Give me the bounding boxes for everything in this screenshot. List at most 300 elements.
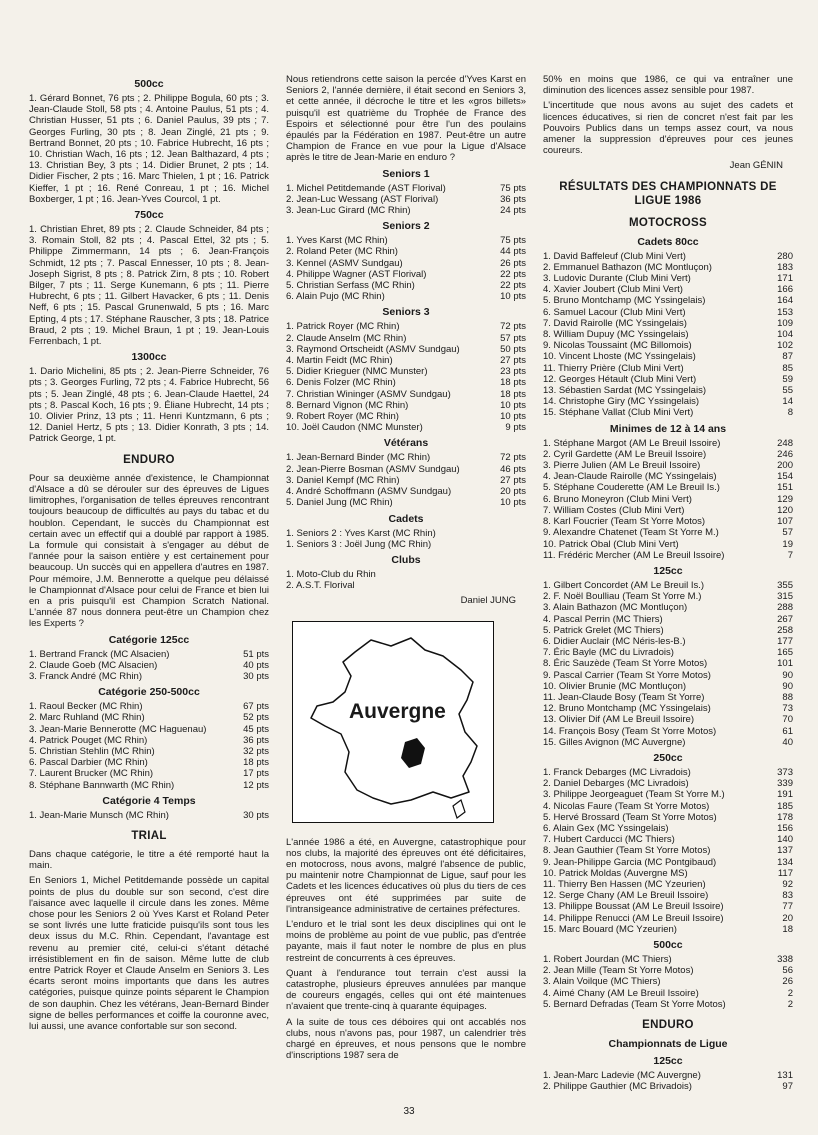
entry-points: 2 <box>787 987 793 999</box>
section-title-enduro: ENDURO <box>123 453 175 466</box>
table-row <box>543 494 793 505</box>
entry-points: 85 <box>782 362 793 374</box>
entry-points: 280 <box>777 250 793 262</box>
mx250-table <box>543 767 793 935</box>
entry-points: 36 pts <box>500 193 526 205</box>
signature-jean-genin: Jean GÉNIN <box>729 160 783 172</box>
entry-points: 24 pts <box>500 205 526 217</box>
entry-points: 70 <box>782 714 793 726</box>
entry-name: 3. Philippe Jeorgeaguet (Team St Yorre M.) <box>543 789 725 801</box>
section-title-750cc: 750cc <box>134 209 164 222</box>
table-row <box>543 647 793 658</box>
entry-name: 2. Roland Peter (MC Rhin) <box>286 246 398 258</box>
veterans-table <box>286 452 526 508</box>
table-row <box>543 407 793 418</box>
entry-name: 2. Claude Goeb (MC Alsacien) <box>29 659 158 671</box>
table-row <box>286 344 526 355</box>
table-row <box>286 291 526 302</box>
entry-points: 19 <box>782 538 793 550</box>
entry-name: 4. Philippe Wagner (AST Florival) <box>286 268 427 280</box>
entry-points: 14 <box>782 396 793 408</box>
results-500cc: 1. Gérard Bonnet, 76 pts ; 2. Philippe Bogula, 60 pts ; 3. Jean-Claude Stoll, 58 pts ; 4. Antoine Paulus, 51 pts ; 4. Christian Husser, 51 pts ; 6. Daniel Paulus, 39 pts ; 7. Georges Furling, 30 pts ; 8. Jean Zinglé, 21 pts ; 9. Bertrand Bonnet, 20 pts ; 10. Fabrice Hubrecht, 16 pts ; 10. Christian Wach, 16 pts ; 12. Jean Balthazard, 4 pts ; 13. Christian Bey, 3 pts ; 14. Didier Brunet, 2 pts ; 14. Didier Fischer, 2 pts ; 16. Marc Thielen, 1 pt ; 16. Patrick Kieffer, 1 pt ; 16. René Conreau, 1 pt ; 16. Michel Boxberger, 1 pt ; 16. Jean-Yves Courcol, 1 pt. <box>29 93 269 205</box>
entry-points: 57 <box>782 527 793 539</box>
table-row <box>286 452 526 463</box>
entry-points: 75 pts <box>500 235 526 247</box>
table-row <box>543 340 793 351</box>
table-row <box>543 284 793 295</box>
table-row <box>543 438 793 449</box>
entry-name: 9. Alexandre Chatenet (Team St Yorre M.) <box>543 527 719 539</box>
entry-points: 165 <box>777 647 793 659</box>
table-row <box>29 735 269 746</box>
entry-name: 1. David Baffeleuf (Club Mini Vert) <box>543 250 686 262</box>
table-row <box>543 789 793 800</box>
entry-name: 5. Bernard Defradas (Team St Yorre Motos) <box>543 998 726 1010</box>
entry-name: 3. Daniel Kempf (MC Rhin) <box>286 474 400 486</box>
entry-points: 10 pts <box>500 411 526 423</box>
table-row <box>543 801 793 812</box>
entry-points: 373 <box>777 766 793 778</box>
entry-points: 10 pts <box>500 399 526 411</box>
table-row <box>286 280 526 291</box>
auvergne-text-cont-2: L'incertitude que nous avons au sujet des cadets et licences éducatives, si rien de concret n'est fait par les Pouvoirs Publics dans un temps assez court, va nous amener la suppression d'épreuves pour ces jeunes coureurs. <box>543 100 793 157</box>
entry-points: 131 <box>777 1070 793 1082</box>
entry-points: 51 pts <box>243 648 269 660</box>
entry-points: 90 <box>782 680 793 692</box>
entry-name: 7. Éric Bayle (MC du Livradois) <box>543 647 674 659</box>
clubs-line: 2. A.S.T. Florival <box>286 580 355 592</box>
column-left <box>29 74 269 1036</box>
entry-points: 26 <box>782 976 793 988</box>
entry-name: 1. Jean-Bernard Binder (MC Rhin) <box>286 452 431 464</box>
table-row <box>543 307 793 318</box>
results-title: RÉSULTATS DES CHAMPIONNATS DE LIGUE 1986 <box>559 180 777 207</box>
entry-points: 40 pts <box>243 659 269 671</box>
table-row <box>543 812 793 823</box>
table-row <box>543 396 793 407</box>
trial-intro: Nous retiendrons cette saison la percée d'Yves Karst en Seniors 2, l'année dernière, il était second en Seniors 3, et cette année, il décroche le titre et les «gros billets» puisqu'il est quatrième du Trophée de France des Espoirs et sélectionné pour être l'un des poulains épaulés par la Fédération en 1987. Peut-être un autre Champion de France en vue pour la Ligue d'Alsace après le titre de Jean-Marie en enduro ? <box>286 74 526 164</box>
table-row <box>543 999 793 1010</box>
table-row <box>543 385 793 396</box>
table-row <box>543 965 793 976</box>
cat250-title: Catégorie 250-500cc <box>98 686 200 699</box>
entry-points: 20 pts <box>500 486 526 498</box>
entry-points: 102 <box>777 340 793 352</box>
table-row <box>286 422 526 433</box>
entry-name: 5. Stéphane Couderette (AM Le Breuil Is.) <box>543 482 720 494</box>
entry-name: 2. Jean-Luc Wessang (AST Florival) <box>286 193 439 205</box>
entry-name: 3. Jean-Luc Girard (MC Rhin) <box>286 205 411 217</box>
entry-points: 7 <box>787 549 793 561</box>
table-row <box>286 235 526 246</box>
table-row <box>543 251 793 262</box>
mx125-title: 125cc <box>653 564 683 577</box>
entry-points: 73 <box>782 703 793 715</box>
mx500-table <box>543 954 793 1010</box>
entry-name: 6. Samuel Lacour (Club Mini Vert) <box>543 306 686 318</box>
championnats-title: Championnats de Ligue <box>608 1038 728 1051</box>
entry-name: 1. Jean-Marc Ladevie (MC Auvergne) <box>543 1070 701 1082</box>
entry-name: 3. Pierre Julien (AM Le Breuil Issoire) <box>543 460 701 472</box>
table-row <box>286 269 526 280</box>
table-row <box>543 778 793 789</box>
entry-points: 154 <box>777 471 793 483</box>
entry-name: 2. Daniel Debarges (MC Livradois) <box>543 778 689 790</box>
cat250-table <box>29 701 269 791</box>
table-row <box>543 614 793 625</box>
entry-points: 315 <box>777 591 793 603</box>
entry-points: 185 <box>777 800 793 812</box>
cadets-line: 1. Seniors 2 : Yves Karst (MC Rhin) <box>286 527 436 539</box>
trial-text-1: Dans chaque catégorie, le titre a été remporté haut la main. <box>29 848 269 872</box>
entry-points: 57 pts <box>500 332 526 344</box>
table-row <box>286 333 526 344</box>
entry-points: 338 <box>777 954 793 965</box>
table-row <box>543 901 793 912</box>
table-row <box>543 636 793 647</box>
entry-points: 27 pts <box>500 474 526 486</box>
table-row <box>286 497 526 508</box>
results-750cc: 1. Christian Ehret, 89 pts ; 2. Claude Schneider, 84 pts ; 3. Romain Stoll, 82 pts ; 4. Pascal Ettel, 32 pts ; 5. Philippe Zimmermann, 14 pts ; 6. Jean-François Schmidt, 12 pts ; 7. Pascal Ennesser, 10 pts ; 8. Jean-Joseph Sigrist, 8 pts ; 8. Patrick Zirn, 8 pts ; 10. Robert Bilger, 7 pts ; 11. Serge Kunemann, 6 pts ; 11. Pierre Hubrecht, 6 pts ; 11. Gilbert Havacker, 6 pts ; 11. Denis Neff, 6 pts ; 15. Pascal Grunenwald, 5 pts ; 16. Marc Epting, 4 pts ; 17. Stéphane Rauscher, 3 pts ; 18. Patrice Braud, 2 pts ; 19. Michel Braun, 1 pt ; 19. Jean-Louis Ferrenbach, 1 pt. <box>29 224 269 348</box>
entry-name: 3. Franck André (MC Rhin) <box>29 670 142 682</box>
entry-points: 339 <box>777 778 793 790</box>
map-label-auvergne: Auvergne <box>349 699 446 723</box>
entry-points: 87 <box>782 351 793 363</box>
entry-name: 5. Didier Krieguer (NMC Munster) <box>286 366 428 378</box>
entry-name: 6. Alain Gex (MC Yssingelais) <box>543 822 669 834</box>
entry-points: 72 pts <box>500 452 526 464</box>
auvergne-text-1: L'année 1986 a été, en Auvergne, catastrophique pour nos clubs, la majorité des épreuves ont été déficitaires, en motocross, nous avons, malgré l'absence de public, pu maintenir notre Championnat de Ligue, sauf pour les Cadets et les licences éducatives où plus du tiers de ces épreuves ont été supprimées par suite de l'intransigeance administrative de certaines préfectures. <box>286 836 526 915</box>
table-row <box>543 681 793 692</box>
entry-name: 6. Pascal Darbier (MC Rhin) <box>29 757 148 769</box>
entry-name: 11. Thierry Ben Hassen (MC Yzeurien) <box>543 878 706 890</box>
entry-name: 5. Daniel Jung (MC Rhin) <box>286 497 393 509</box>
entry-name: 8. Éric Sauzède (Team St Yorre Motos) <box>543 658 708 670</box>
entry-name: 10. Patrick Moldas (Auvergne MS) <box>543 867 688 879</box>
seniors2-table <box>286 235 526 302</box>
entry-name: 1. Franck Debarges (MC Livradois) <box>543 766 691 778</box>
entry-points: 200 <box>777 460 793 472</box>
table-row <box>543 351 793 362</box>
entry-points: 97 <box>782 1081 793 1093</box>
table-row <box>286 389 526 400</box>
entry-name: 7. Hubert Carducci (MC Thiers) <box>543 834 675 846</box>
entry-name: 13. Philippe Boussat (AM Le Breuil Issoire) <box>543 901 724 913</box>
table-row <box>543 857 793 868</box>
entry-name: 10. Olivier Brunie (MC Montluçon) <box>543 680 687 692</box>
table-row <box>29 780 269 791</box>
entry-points: 8 <box>787 407 793 419</box>
table-row <box>286 183 526 194</box>
entry-name: 11. Jean-Claude Bosy (Team St Yorre) <box>543 691 705 703</box>
table-row <box>543 670 793 681</box>
table-row <box>543 363 793 374</box>
entry-points: 17 pts <box>243 768 269 780</box>
table-row <box>543 374 793 385</box>
entry-name: 1. Robert Jourdan (MC Thiers) <box>543 954 672 965</box>
entry-points: 9 pts <box>505 422 526 434</box>
entry-points: 12 pts <box>243 779 269 791</box>
cadets80-table <box>543 251 793 419</box>
entry-name: 7. David Rairolle (MC Yssingelais) <box>543 317 687 329</box>
enduro-auvergne-title: ENDURO <box>642 1019 694 1032</box>
entry-name: 10. Joël Caudon (NMC Munster) <box>286 422 423 434</box>
entry-name: 3. Ludovic Durante (Club Mini Vert) <box>543 273 691 285</box>
auvergne-text-cont: 50% en moins que 1986, ce qui va entraîner une diminution des licences assez sensible pour 1987. <box>543 74 793 97</box>
table-row <box>29 649 269 660</box>
table-row <box>543 505 793 516</box>
entry-name: 1. Gilbert Concordet (AM Le Breuil Is.) <box>543 579 705 591</box>
entry-name: 7. Christian Wininger (ASMV Sundgau) <box>286 388 451 400</box>
entry-points: 23 pts <box>500 366 526 378</box>
column-middle <box>286 74 526 1065</box>
entry-name: 9. Jean-Philippe Garcia (MC Pontgibaud) <box>543 856 717 868</box>
entry-points: 137 <box>777 845 793 857</box>
entry-name: 8. William Dupuy (MC Yssingelais) <box>543 329 689 341</box>
entry-points: 120 <box>777 504 793 516</box>
table-row <box>543 879 793 890</box>
trial-text-2: En Seniors 1, Michel Petitdemande possède un capital points de plus du double sur son second, c'est dire l'aisance avec laquelle il circule dans les zones. Même chose pour les Seniors 2 où Yves Karst et Roland Peter se sont livrés une lutte fraticide puisqu'ils sont tous les deux issus du M.C. Rhin. Cependant, l'avantage est revenu au premier cité, celui-ci s'étant détaché irrésistiblement en fin de saison. Même lutte de club entre Patrick Royer et Claude Anselm en Seniors 3. Les écarts seront moins importants que dans les autres catégories, puisque quinze points séparent le Champion de son dauphin. Chez les vétérans, Jean-Bernard Binder signe de belles performances et coiffe la couronne avec, lui aussi, une avance confortable sur son second. <box>29 875 269 1033</box>
entry-points: 288 <box>777 602 793 614</box>
table-row <box>543 449 793 460</box>
entry-name: 6. Alain Pujo (MC Rhin) <box>286 291 385 303</box>
table-row <box>543 550 793 561</box>
results-1300cc: 1. Dario Michelini, 85 pts ; 2. Jean-Pierre Schneider, 76 pts ; 3. Georges Furling, 72 pts ; 4. Fabrice Hubrecht, 56 pts ; 5. Jean Zinglé, 48 pts ; 6. Jean-Claude Haettel, 24 pts ; 8. Pascal Koch, 16 pts ; 9. Éliane Hubrecht, 14 pts ; 10. Olivier Prinz, 13 pts ; 11. Henri Kuntzmann, 6 pts ; 12. Daniel Hertz, 5 pts ; 13. Didier Konrath, 3 pts ; 14. Patrick George, 1 pt. <box>29 366 269 445</box>
enduro125-title: 125cc <box>653 1055 683 1068</box>
table-row <box>543 737 793 748</box>
entry-points: 156 <box>777 822 793 834</box>
table-row <box>543 516 793 527</box>
entry-name: 10. Patrick Obal (Club Mini Vert) <box>543 538 679 550</box>
entry-name: 8. Karl Foucrier (Team St Yorre Motos) <box>543 516 706 528</box>
entry-name: 12. Bruno Montchamp (MC Yssingelais) <box>543 703 711 715</box>
enduro125-table <box>543 1070 793 1092</box>
cat4t-title: Catégorie 4 Temps <box>102 794 196 807</box>
entry-points: 107 <box>777 516 793 528</box>
seniors3-title: Seniors 3 <box>382 306 430 319</box>
table-row <box>29 660 269 671</box>
entry-name: 2. F. Noël Boulliau (Team St Yorre M.) <box>543 591 702 603</box>
entry-points: 30 pts <box>243 809 269 821</box>
entry-name: 3. Alain Bathazon (MC Montluçon) <box>543 602 688 614</box>
table-row <box>286 366 526 377</box>
entry-name: 7. Laurent Brucker (MC Rhin) <box>29 768 154 780</box>
entry-points: 46 pts <box>500 463 526 475</box>
entry-name: 5. Christian Serfass (MC Rhin) <box>286 280 415 292</box>
table-row <box>543 295 793 306</box>
entry-name: 6. Denis Folzer (MC Rhin) <box>286 377 396 389</box>
entry-points: 26 pts <box>500 257 526 269</box>
entry-name: 4. Jean-Claude Rairolle (MC Yssingelais) <box>543 471 717 483</box>
table-row <box>286 355 526 366</box>
cat125-table <box>29 649 269 683</box>
entry-name: 9. Nicolas Toussaint (MC Billomois) <box>543 340 692 352</box>
auvergne-text-2: L'enduro et le trial sont les deux disciplines qui ont le moins de problème au point de vue public, pas d'entrée payante, mais il faut noter le nombre de plus en plus restreint de concurrents à ces épreuves. <box>286 918 526 964</box>
column-right <box>543 74 793 1094</box>
entry-name: 9. Robert Royer (MC Rhin) <box>286 411 399 423</box>
entry-name: 2. Emmanuel Bathazon (MC Montluçon) <box>543 261 712 273</box>
table-row <box>543 273 793 284</box>
entry-name: 5. Bruno Montchamp (MC Yssingelais) <box>543 295 706 307</box>
section-title-trial: TRIAL <box>131 829 167 842</box>
cat125-title: Catégorie 125cc <box>108 633 190 646</box>
table-row <box>29 671 269 682</box>
table-row <box>286 486 526 497</box>
entry-name: 12. Serge Chany (AM Le Breuil Issoire) <box>543 890 709 902</box>
entry-points: 52 pts <box>243 712 269 724</box>
mx125-table <box>543 580 793 748</box>
entry-name: 15. Stéphane Vallat (Club Mini Vert) <box>543 407 694 419</box>
enduro-text: Pour sa deuxième année d'existence, le Championnat d'Alsace a dû se dérouler sur des épreuves de Ligues limitrophes, l'organisation de telles épreuves rencontrant toujours beaucoup de difficultés au pays du tabac et du houblon. Cependant, le succès du Championnat est certain avec un effectif qui a doublé par rapport à 1985. La formule qui consistait à s'engager au début de l'année pour la saison entière y est certainement pour beaucoup. Un succès qui en appellera d'autres en 1987. Pour mémoire, J.M. Bennerotte a quelque peu délaissé le Championnat d'Alsace pour celui de France et bien lui en a pris puisqu'il est Champion Scratch National. L'année 87 nous donnera peut-être un Champion chez les Experts ? <box>29 472 269 630</box>
entry-points: 117 <box>777 867 793 879</box>
entry-name: 1. Yves Karst (MC Rhin) <box>286 235 388 247</box>
table-row <box>543 482 793 493</box>
cadets-title: Cadets <box>388 512 424 525</box>
table-row <box>286 475 526 486</box>
entry-points: 267 <box>777 613 793 625</box>
entry-name: 4. Patrick Pouget (MC Rhin) <box>29 734 148 746</box>
table-row <box>543 329 793 340</box>
table-row <box>543 1070 793 1081</box>
entry-points: 88 <box>782 691 793 703</box>
entry-name: 1. Jean-Marie Munsch (MC Rhin) <box>29 809 169 821</box>
entry-points: 27 pts <box>500 355 526 367</box>
table-row <box>29 768 269 779</box>
clubs-line: 1. Moto-Club du Rhin <box>286 568 376 580</box>
entry-points: 75 pts <box>500 182 526 194</box>
entry-name: 14. François Bosy (Team St Yorre Motos) <box>543 725 717 737</box>
table-row <box>543 890 793 901</box>
entry-name: 3. Raymond Ortscheidt (ASMV Sundgau) <box>286 343 460 355</box>
entry-name: 6. Bruno Moneyron (Club Mini Vert) <box>543 493 692 505</box>
entry-name: 4. Nicolas Faure (Team St Yorre Motos) <box>543 800 710 812</box>
entry-points: 56 <box>782 965 793 977</box>
table-row <box>29 746 269 757</box>
table-row <box>543 767 793 778</box>
entry-name: 1. Stéphane Margot (AM Le Breuil Issoire) <box>543 437 721 449</box>
table-row <box>543 602 793 613</box>
seniors1-table <box>286 183 526 217</box>
entry-name: 14. Philippe Renucci (AM Le Breuil Issoire) <box>543 912 724 924</box>
table-row <box>543 262 793 273</box>
entry-name: 3. Alain Voilque (MC Thiers) <box>543 976 661 988</box>
entry-name: 14. Christophe Giry (MC Yssingelais) <box>543 396 700 408</box>
entry-points: 151 <box>777 482 793 494</box>
entry-points: 177 <box>777 635 793 647</box>
entry-name: 7. William Costes (Club Mini Vert) <box>543 504 685 516</box>
entry-points: 355 <box>777 579 793 591</box>
table-row <box>543 658 793 669</box>
signature-daniel-jung: Daniel JUNG <box>460 595 516 607</box>
entry-points: 246 <box>777 448 793 460</box>
entry-name: 8. Stéphane Bannwarth (MC Rhin) <box>29 779 175 791</box>
table-row <box>543 726 793 737</box>
entry-name: 8. Jean Gauthier (Team St Yorre Motos) <box>543 845 711 857</box>
table-row <box>286 377 526 388</box>
entry-points: 55 <box>782 385 793 397</box>
auvergne-map <box>292 621 494 823</box>
entry-points: 191 <box>777 789 793 801</box>
table-row <box>286 400 526 411</box>
entry-name: 4. Aimé Chany (AM Le Breuil Issoire) <box>543 987 699 999</box>
entry-points: 36 pts <box>243 734 269 746</box>
entry-name: 6. Didier Auclair (MC Néris-les-B.) <box>543 635 686 647</box>
table-row <box>543 845 793 856</box>
entry-points: 45 pts <box>243 723 269 735</box>
entry-name: 1. Bertrand Franck (MC Alsacien) <box>29 648 170 660</box>
entry-points: 258 <box>777 624 793 636</box>
entry-points: 59 <box>782 373 793 385</box>
entry-name: 2. Jean-Pierre Bosman (ASMV Sundgau) <box>286 463 460 475</box>
entry-points: 153 <box>777 306 793 318</box>
table-row <box>29 712 269 723</box>
entry-name: 1. Raoul Becker (MC Rhin) <box>29 701 143 713</box>
entry-points: 109 <box>777 317 793 329</box>
entry-name: 5. Patrick Grelet (MC Thiers) <box>543 624 664 636</box>
cadets-line: 1. Seniors 3 : Joël Jung (MC Rhin) <box>286 538 432 550</box>
entry-name: 2. Marc Ruhland (MC Rhin) <box>29 712 145 724</box>
entry-points: 248 <box>777 437 793 449</box>
veterans-title: Vétérans <box>383 437 429 450</box>
table-row <box>543 823 793 834</box>
entry-points: 178 <box>777 811 793 823</box>
entry-name: 2. Jean Mille (Team St Yorre Motos) <box>543 965 694 977</box>
table-row <box>286 194 526 205</box>
entry-points: 18 pts <box>500 388 526 400</box>
seniors2-title: Seniors 2 <box>382 220 430 233</box>
table-row <box>543 954 793 965</box>
table-row <box>543 580 793 591</box>
table-row <box>543 471 793 482</box>
mx500-title: 500cc <box>653 939 683 951</box>
table-row <box>29 757 269 768</box>
entry-name: 1. Patrick Royer (MC Rhin) <box>286 321 400 333</box>
entry-points: 22 pts <box>500 280 526 292</box>
seniors1-title: Seniors 1 <box>382 167 430 180</box>
entry-points: 20 <box>782 912 793 924</box>
table-row <box>543 988 793 999</box>
table-row <box>543 714 793 725</box>
auvergne-text-3: Quant à l'endurance tout terrain c'est aussi la catastrophe, plusieurs épreuves annulées par manque de coureurs engagés, celles qui ont été maintenues n'avaient que trente-cinq à quarante équipages. <box>286 967 526 1013</box>
motocross-title: MOTOCROSS <box>629 216 707 229</box>
entry-points: 171 <box>777 273 793 285</box>
entry-name: 3. Kennel (ASMV Sundgau) <box>286 257 403 269</box>
entry-name: 5. Christian Stehlin (MC Rhin) <box>29 745 155 757</box>
table-row <box>543 318 793 329</box>
entry-points: 67 pts <box>243 701 269 713</box>
entry-points: 129 <box>777 493 793 505</box>
entry-points: 183 <box>777 261 793 273</box>
entry-name: 13. Olivier Dif (AM Le Breuil Issoire) <box>543 714 694 726</box>
entry-points: 50 pts <box>500 343 526 355</box>
entry-name: 10. Vincent Lhoste (MC Yssingelais) <box>543 351 696 363</box>
table-row <box>543 591 793 602</box>
seniors3-table <box>286 321 526 433</box>
entry-name: 11. Thierry Prière (Club Mini Vert) <box>543 362 684 374</box>
entry-name: 15. Marc Bouard (MC Yzeurien) <box>543 923 677 935</box>
entry-points: 2 <box>787 998 793 1010</box>
entry-points: 30 pts <box>243 670 269 682</box>
entry-name: 4. André Schoffmann (ASMV Sundgau) <box>286 486 452 498</box>
entry-points: 18 pts <box>243 757 269 769</box>
entry-points: 32 pts <box>243 745 269 757</box>
entry-name: 1. Michel Petitdemande (AST Florival) <box>286 182 446 194</box>
table-row <box>286 205 526 216</box>
entry-name: 12. Georges Hétault (Club Mini Vert) <box>543 373 697 385</box>
cadets80-title: Cadets 80cc <box>637 235 699 248</box>
entry-points: 166 <box>777 284 793 296</box>
entry-name: 4. Pascal Perrin (MC Thiers) <box>543 613 663 625</box>
